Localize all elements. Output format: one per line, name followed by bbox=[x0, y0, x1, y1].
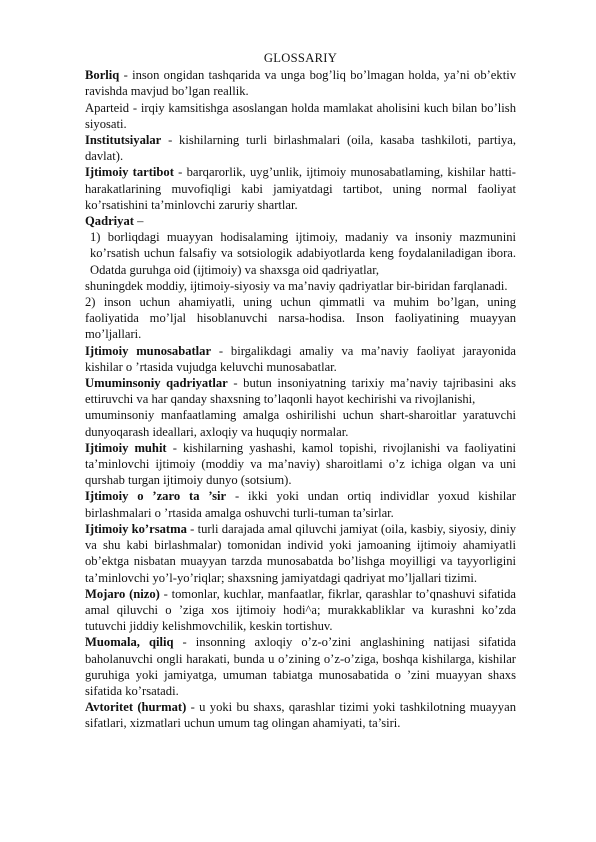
glossary-definition: - birgalikdagi amaliy va ma’naviy faoliyat jarayonida kishilar o ’rtasida vujudga keluvchi munosabatlar. bbox=[85, 343, 516, 374]
glossary-term: Avtoritet (hurmat) bbox=[85, 700, 187, 715]
glossary-entry bbox=[85, 521, 516, 586]
glossary-term: Qadriyat bbox=[85, 214, 134, 229]
glossary-entry bbox=[85, 699, 516, 731]
glossary-entry bbox=[85, 132, 516, 164]
glossary-term: Ijtimoiy tartibot bbox=[85, 165, 174, 180]
glossary-term: Ijtimoiy muhit bbox=[85, 440, 167, 455]
glossary-entry bbox=[85, 586, 516, 635]
glossary-entry bbox=[85, 213, 516, 229]
glossary-definition: - kishilarning turli birlashmalari (oila, kasaba tashkiloti, partiya, davlat). bbox=[85, 133, 516, 164]
glossary-term: Umuminsoniy qadriyatlar bbox=[85, 376, 228, 391]
glossary-definition: - insonning axloqiy o’z-o’zini anglashining natijasi sifatida baholanuvchi ongli harakati, bunda u o’zining o’z-o’ziga, boshqa kishilarga, kishilar guruhiga yoki jamiyatga, umuman tabiatga munosabatida o ’zini muayyan shaxs sifatida ko’rsatadi. bbox=[85, 635, 516, 698]
glossary-definition: - butun insoniyatning tarixiy ma’naviy tajribasini aks ettiruvchi va har qanday shaxsning to’laqonli hayot kechirishi va rivojlanishi, bbox=[85, 376, 516, 407]
glossary-term: Mojaro (nizo) bbox=[85, 586, 160, 601]
glossary-definition: - turli darajada amal qiluvchi jamiyat (oila, kasbiy, siyosiy, diniy va shu kabi birlashmalar) tomonidan individ yoki jamoaning ijtimoiy ahamiyatli ob’ektga nisbatan muayyan tarzda munosabatda bo’lishga moyilligi va tayyorligini ta’minlovchi yo’l-yo’riqlar; shaxsning jamiyatdagi qadriyat mo’ljallari tizimi. bbox=[85, 521, 516, 585]
glossary-entry bbox=[85, 100, 516, 132]
glossary-definition: Aparteid - irqiy kamsitishga asoslangan holda mamlakat aholisini kuch bilan bo’lish siyosati. bbox=[85, 100, 516, 131]
glossary-term: Ijtimoiy munosabatlar bbox=[85, 343, 212, 358]
glossary-definition: 2) inson uchun ahamiyatli, uning uchun qimmatli va muhim bo’lgan, uning faoliyatida mo’ljal hisoblanuvchi narsa-hodisa. Inson faoliyatining muayyan mo’ljallari. bbox=[85, 295, 516, 342]
glossary-definition: 1) borliqdagi muayyan hodisalaming ijtimoiy, madaniy va insoniy mazmunini ko’rsatish uchun falsafiy va sotsiologik adabiyotlarda keng foydalaniladigan ibora. Odatda guruhga oid (ijtimoiy) va shaxsga oid qadriyatlar, bbox=[90, 230, 516, 277]
glossary-entry bbox=[85, 375, 516, 407]
glossary-term: Borliq bbox=[85, 68, 120, 83]
glossary-definition: - u yoki bu shaxs, qarashlar tizimi yoki tashkilotning muayyan sifatlari, xizmatlari uchun umum tag olingan ahamiyati, ta’siri. bbox=[85, 700, 516, 731]
glossary-entry bbox=[85, 488, 516, 520]
glossary-page bbox=[85, 50, 516, 732]
glossary-definition: - tomonlar, kuchlar, manfaatlar, fikrlar, qarashlar to’qnashuvi sifatida amal qiluvchi o ’ziga xos ijtimoiy hodi^a; murakkabliklar va kurashni ko’zda tutuvchi jiddiy kelishmovchilik, keskin tortishuv. bbox=[85, 586, 516, 634]
glossary-definition: - inson ongidan tashqarida va unga bog’liq bo’lmagan holda, ya’ni ob’ektiv ravishda mavjud bo’lgan reallik. bbox=[85, 68, 516, 99]
page-title: GLOSSARIY bbox=[263, 51, 338, 65]
glossary-entry bbox=[85, 343, 516, 375]
glossary-term: Institutsiyalar bbox=[85, 133, 162, 148]
glossary-definition: - barqarorlik, uyg’unlik, ijtimoiy munosabatlaming, kishilar hatti-harakatlarining muvofiqligi kabi jamiyatdagi tartibot, uning normal faoliyat ko’rsatishini ta’minlovchi zaruriy shartlar. bbox=[85, 165, 517, 212]
glossary-definition: – bbox=[133, 214, 144, 229]
glossary-entry bbox=[85, 67, 516, 99]
glossary-subentry bbox=[85, 294, 516, 343]
glossary-definition: - kishilarning yashashi, kamol topishi, rivojlanishi va faoliyatini ta’minlovchi ijtimoiy (moddiy va ma’naviy) sharoitlami o’z ichiga olgan va uni qurshab turgan ijtimoiy dunyo (sotsium). bbox=[85, 440, 516, 488]
glossary-subentry bbox=[85, 229, 516, 278]
glossary-entry bbox=[85, 440, 516, 489]
glossary-term: Muomala, qiliq bbox=[85, 635, 174, 650]
glossary-entry bbox=[85, 634, 516, 699]
glossary-definition: umuminsoniy manfaatlaming amalga oshirilishi uchun shart-sharoitlar yaratuvchi dunyoqarash ideallari, axloqiy va huquqiy normalar. bbox=[85, 408, 516, 439]
glossary-subentry bbox=[85, 407, 516, 439]
glossary-definition: - ikki yoki undan ortiq individlar yoxud kishilar birlashmalari o ’rtasida amalga oshuvchi turli-tuman ta’sirlar. bbox=[85, 489, 516, 520]
glossary-definition: shuningdek moddiy, ijtimoiy-siyosiy va ma’naviy qadriyatlar bir-biridan farqlanadi. bbox=[85, 278, 508, 293]
glossary-term: Ijtimoiy ko’rsatma bbox=[85, 521, 187, 536]
glossary-subentry bbox=[85, 278, 516, 294]
glossary-entry bbox=[85, 164, 516, 213]
glossary-term: Ijtimoiy o ’zaro ta ’sir bbox=[85, 489, 227, 504]
